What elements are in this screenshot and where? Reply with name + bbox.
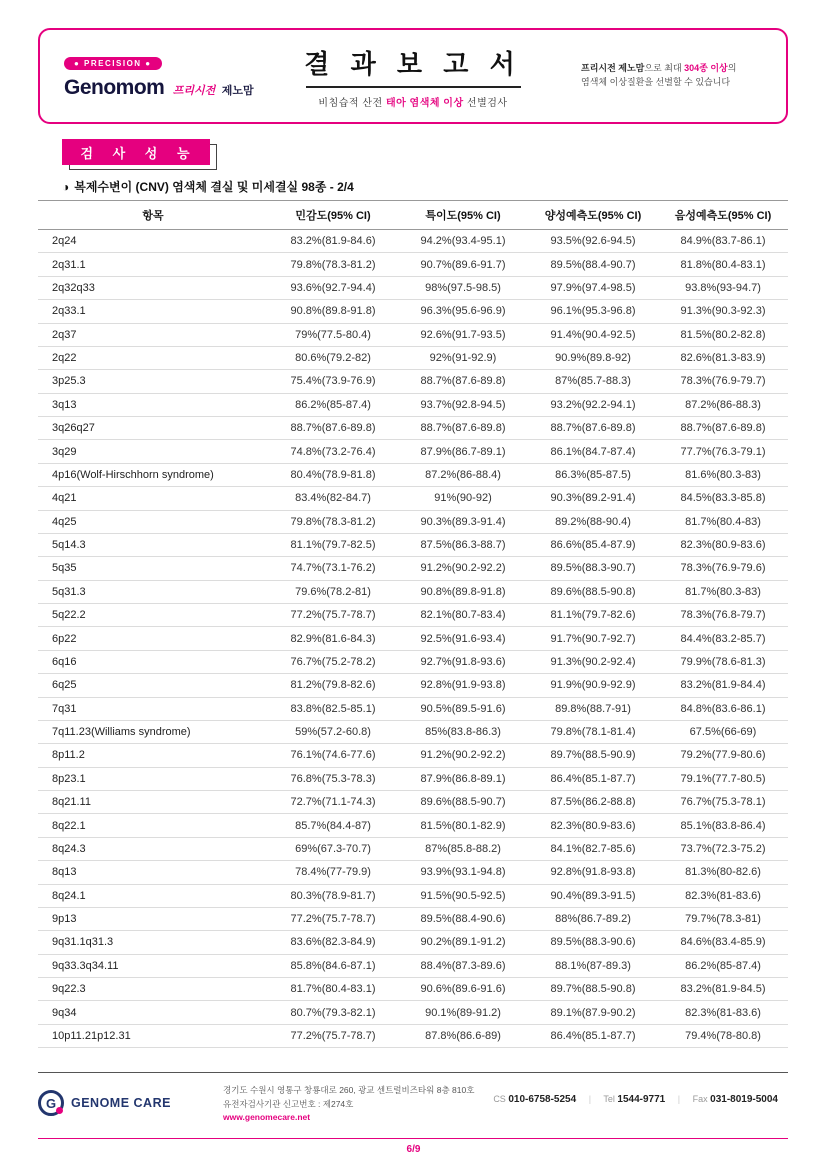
- value-cell: 90.4%(89.3-91.5): [528, 884, 658, 907]
- genomecare-logo-text: GENOME CARE: [71, 1096, 171, 1110]
- value-cell: 87%(85.7-88.3): [528, 370, 658, 393]
- column-header-item: 항목: [38, 201, 268, 230]
- value-cell: 80.6%(79.2-82): [268, 346, 398, 369]
- value-cell: 87.8%(86.6-89): [398, 1024, 528, 1047]
- value-cell: 92.6%(91.7-93.5): [398, 323, 528, 346]
- value-cell: 81.1%(79.7-82.5): [268, 533, 398, 556]
- subtitle-emphasis: 태아 염색체 이상: [385, 97, 464, 109]
- value-cell: 87.5%(86.2-88.8): [528, 791, 658, 814]
- table-row: [38, 791, 788, 814]
- value-cell: 67.5%(66-69): [658, 720, 788, 743]
- half-circle-icon: ◑: [62, 180, 70, 194]
- item-cell: 5q22.2: [38, 604, 268, 627]
- value-cell: 92.8%(91.8-93.8): [528, 861, 658, 884]
- value-cell: 92.7%(91.8-93.6): [398, 650, 528, 673]
- value-cell: 93.5%(92.6-94.5): [528, 230, 658, 253]
- table-row: [38, 487, 788, 510]
- value-cell: 88.7%(87.6-89.8): [398, 417, 528, 440]
- value-cell: 76.1%(74.6-77.6): [268, 744, 398, 767]
- value-cell: 77.7%(76.3-79.1): [658, 440, 788, 463]
- item-cell: 5q35: [38, 557, 268, 580]
- tel-label: Tel: [603, 1094, 615, 1104]
- value-cell: 78.3%(76.9-79.7): [658, 370, 788, 393]
- genomom-logo: [64, 75, 254, 100]
- cs-label: CS: [493, 1094, 506, 1104]
- value-cell: 92%(91-92.9): [398, 346, 528, 369]
- report-title: 결 과 보 고 서: [304, 48, 522, 79]
- value-cell: 83.2%(81.9-84.5): [658, 978, 788, 1001]
- value-cell: 91.3%(90.3-92.3): [658, 300, 788, 323]
- report-header: [38, 28, 788, 124]
- value-cell: 88.7%(87.6-89.8): [528, 417, 658, 440]
- item-cell: 6p22: [38, 627, 268, 650]
- column-header: 민감도(95% CI): [268, 201, 398, 230]
- value-cell: 90.7%(89.6-91.7): [398, 253, 528, 276]
- value-cell: 81.3%(80-82.6): [658, 861, 788, 884]
- item-cell: 5q14.3: [38, 533, 268, 556]
- value-cell: 81.5%(80.1-82.9): [398, 814, 528, 837]
- table-row: [38, 370, 788, 393]
- value-cell: 72.7%(71.1-74.3): [268, 791, 398, 814]
- value-cell: 87.9%(86.8-89.1): [398, 767, 528, 790]
- header-note-line2: 염색체 이상질환을 선별할 수 있습니다: [581, 77, 731, 87]
- value-cell: 91.4%(90.4-92.5): [528, 323, 658, 346]
- item-cell: 9q34: [38, 1001, 268, 1024]
- value-cell: 82.3%(80.9-83.6): [658, 533, 788, 556]
- value-cell: 90.5%(89.5-91.6): [398, 697, 528, 720]
- subtitle-pre: 비침습적 산전: [318, 97, 386, 109]
- column-header: 양성예측도(95% CI): [528, 201, 658, 230]
- item-cell: 9p13: [38, 907, 268, 930]
- table-row: [38, 393, 788, 416]
- value-cell: 91%(90-92): [398, 487, 528, 510]
- value-cell: 78.3%(76.8-79.7): [658, 604, 788, 627]
- value-cell: 87.9%(86.7-89.1): [398, 440, 528, 463]
- value-cell: 93.8%(93-94.7): [658, 276, 788, 299]
- value-cell: 81.1%(79.7-82.6): [528, 604, 658, 627]
- item-cell: 3q29: [38, 440, 268, 463]
- column-header: 음성예측도(95% CI): [658, 201, 788, 230]
- value-cell: 90.2%(89.1-91.2): [398, 931, 528, 954]
- value-cell: 84.8%(83.6-86.1): [658, 697, 788, 720]
- item-cell: 8q22.1: [38, 814, 268, 837]
- value-cell: 80.4%(78.9-81.8): [268, 463, 398, 486]
- value-cell: 81.7%(80.4-83.1): [268, 978, 398, 1001]
- value-cell: 73.7%(72.3-75.2): [658, 837, 788, 860]
- value-cell: 74.7%(73.1-76.2): [268, 557, 398, 580]
- table-row: [38, 1001, 788, 1024]
- note-text1: 으로 최대: [644, 63, 685, 74]
- item-cell: 2q33.1: [38, 300, 268, 323]
- value-cell: 79.8%(78.3-81.2): [268, 510, 398, 533]
- header-note: [581, 62, 786, 90]
- value-cell: 81.5%(80.2-82.8): [658, 323, 788, 346]
- item-cell: 2q32q33: [38, 276, 268, 299]
- tel-number: 1544-9771: [617, 1094, 666, 1105]
- value-cell: 91.3%(90.2-92.4): [528, 650, 658, 673]
- value-cell: 83.2%(81.9-84.6): [268, 230, 398, 253]
- item-cell: 2q22: [38, 346, 268, 369]
- item-cell: 8p23.1: [38, 767, 268, 790]
- value-cell: 86.4%(85.1-87.7): [528, 767, 658, 790]
- value-cell: 86.2%(85-87.4): [268, 393, 398, 416]
- value-cell: 75.4%(73.9-76.9): [268, 370, 398, 393]
- table-caption-text: 복제수변이 (CNV) 염색체 결실 및 미세결실 98종 - 2/4: [74, 180, 354, 194]
- value-cell: 84.4%(83.2-85.7): [658, 627, 788, 650]
- table-row: [38, 1024, 788, 1047]
- genomom-logo-korean-2: 제노맘: [221, 84, 254, 97]
- value-cell: 79.9%(78.6-81.3): [658, 650, 788, 673]
- report-footer: [38, 1084, 788, 1125]
- value-cell: 87.2%(86-88.4): [398, 463, 528, 486]
- title-block: [245, 44, 581, 109]
- value-cell: 89.7%(88.5-90.8): [528, 978, 658, 1001]
- fax-number: 031-8019-5004: [710, 1094, 778, 1105]
- item-cell: 2q24: [38, 230, 268, 253]
- value-cell: 83.4%(82-84.7): [268, 487, 398, 510]
- value-cell: 80.3%(78.9-81.7): [268, 884, 398, 907]
- value-cell: 84.6%(83.4-85.9): [658, 931, 788, 954]
- table-row: [38, 533, 788, 556]
- value-cell: 77.2%(75.7-78.7): [268, 604, 398, 627]
- item-cell: 3q13: [38, 393, 268, 416]
- value-cell: 81.8%(80.4-83.1): [658, 253, 788, 276]
- value-cell: 79.7%(78.3-81): [658, 907, 788, 930]
- table-row: [38, 720, 788, 743]
- value-cell: 82.6%(81.3-83.9): [658, 346, 788, 369]
- value-cell: 90.1%(89-91.2): [398, 1001, 528, 1024]
- item-cell: 3q26q27: [38, 417, 268, 440]
- value-cell: 93.9%(93.1-94.8): [398, 861, 528, 884]
- value-cell: 90.8%(89.8-91.8): [398, 580, 528, 603]
- value-cell: 86.4%(85.1-87.7): [528, 1024, 658, 1047]
- value-cell: 76.8%(75.3-78.3): [268, 767, 398, 790]
- footer-website: www.genomecare.net: [223, 1112, 311, 1123]
- value-cell: 84.9%(83.7-86.1): [658, 230, 788, 253]
- value-cell: 88%(86.7-89.2): [528, 907, 658, 930]
- value-cell: 87.5%(86.3-88.7): [398, 533, 528, 556]
- table-row: [38, 767, 788, 790]
- genomom-logo-korean-1: 프리시전: [172, 84, 216, 97]
- value-cell: 88.1%(87-89.3): [528, 954, 658, 977]
- item-cell: 8q13: [38, 861, 268, 884]
- value-cell: 91.5%(90.5-92.5): [398, 884, 528, 907]
- table-row: [38, 907, 788, 930]
- value-cell: 89.5%(88.4-90.7): [528, 253, 658, 276]
- value-cell: 81.2%(79.8-82.6): [268, 674, 398, 697]
- item-cell: 2q37: [38, 323, 268, 346]
- table-row: [38, 814, 788, 837]
- value-cell: 88.4%(87.3-89.6): [398, 954, 528, 977]
- item-cell: 3p25.3: [38, 370, 268, 393]
- table-row: [38, 230, 788, 253]
- value-cell: 90.9%(89.8-92): [528, 346, 658, 369]
- value-cell: 79.4%(78-80.8): [658, 1024, 788, 1047]
- table-row: [38, 253, 788, 276]
- value-cell: 93.2%(92.2-94.1): [528, 393, 658, 416]
- page-number: 6/9: [406, 1144, 421, 1155]
- title-divider: [306, 86, 521, 88]
- value-cell: 90.6%(89.6-91.6): [398, 978, 528, 1001]
- table-row: [38, 978, 788, 1001]
- value-cell: 86.1%(84.7-87.4): [528, 440, 658, 463]
- value-cell: 85.1%(83.8-86.4): [658, 814, 788, 837]
- contact-separator: |: [677, 1094, 681, 1104]
- value-cell: 89.1%(87.9-90.2): [528, 1001, 658, 1024]
- value-cell: 81.7%(80.4-83): [658, 510, 788, 533]
- value-cell: 85.7%(84.4-87): [268, 814, 398, 837]
- item-cell: 9q33.3q34.11: [38, 954, 268, 977]
- item-cell: 6q25: [38, 674, 268, 697]
- value-cell: 80.7%(79.3-82.1): [268, 1001, 398, 1024]
- value-cell: 78.4%(77-79.9): [268, 861, 398, 884]
- table-row: [38, 931, 788, 954]
- header-note-line1: [581, 62, 766, 76]
- value-cell: 79.1%(77.7-80.5): [658, 767, 788, 790]
- item-cell: 6q16: [38, 650, 268, 673]
- value-cell: 86.6%(85.4-87.9): [528, 533, 658, 556]
- report-subtitle: [245, 94, 581, 109]
- table-row: [38, 884, 788, 907]
- table-row: [38, 861, 788, 884]
- page-number-divider: [38, 1138, 788, 1139]
- value-cell: 82.3%(81-83.6): [658, 1001, 788, 1024]
- value-cell: 91.7%(90.7-92.7): [528, 627, 658, 650]
- value-cell: 79.6%(78.2-81): [268, 580, 398, 603]
- value-cell: 77.2%(75.7-78.7): [268, 1024, 398, 1047]
- value-cell: 88.7%(87.6-89.8): [398, 370, 528, 393]
- section-header: [62, 139, 232, 173]
- value-cell: 74.8%(73.2-76.4): [268, 440, 398, 463]
- value-cell: 97.9%(97.4-98.5): [528, 276, 658, 299]
- note-text2: 의: [727, 63, 737, 74]
- fax-label: Fax: [692, 1094, 708, 1104]
- value-cell: 86.3%(85-87.5): [528, 463, 658, 486]
- value-cell: 89.5%(88.4-90.6): [398, 907, 528, 930]
- table-row: [38, 837, 788, 860]
- genomecare-logo: [38, 1084, 223, 1116]
- table-row: [38, 417, 788, 440]
- value-cell: 83.2%(81.9-84.4): [658, 674, 788, 697]
- footer-contact: [493, 1084, 788, 1105]
- value-cell: 91.2%(90.2-92.2): [398, 557, 528, 580]
- value-cell: 88.7%(87.6-89.8): [658, 417, 788, 440]
- item-cell: 8q21.11: [38, 791, 268, 814]
- value-cell: 79.2%(77.9-80.6): [658, 744, 788, 767]
- value-cell: 85%(83.8-86.3): [398, 720, 528, 743]
- value-cell: 91.9%(90.9-92.9): [528, 674, 658, 697]
- table-row: [38, 604, 788, 627]
- brand-block: [40, 53, 254, 100]
- value-cell: 91.2%(90.2-92.2): [398, 744, 528, 767]
- value-cell: 98%(97.5-98.5): [398, 276, 528, 299]
- value-cell: 81.7%(80.3-83): [658, 580, 788, 603]
- value-cell: 90.3%(89.2-91.4): [528, 487, 658, 510]
- item-cell: 9q31.1q31.3: [38, 931, 268, 954]
- table-row: [38, 323, 788, 346]
- value-cell: 85.8%(84.6-87.1): [268, 954, 398, 977]
- value-cell: 77.2%(75.7-78.7): [268, 907, 398, 930]
- value-cell: 84.5%(83.3-85.8): [658, 487, 788, 510]
- value-cell: 96.3%(95.6-96.9): [398, 300, 528, 323]
- value-cell: 92.8%(91.9-93.8): [398, 674, 528, 697]
- table-row: [38, 346, 788, 369]
- item-cell: 7q31: [38, 697, 268, 720]
- item-cell: 5q31.3: [38, 580, 268, 603]
- value-cell: 82.3%(80.9-83.6): [528, 814, 658, 837]
- table-row: [38, 510, 788, 533]
- table-row: [38, 954, 788, 977]
- value-cell: 79.8%(78.3-81.2): [268, 253, 398, 276]
- value-cell: 89.6%(88.5-90.8): [528, 580, 658, 603]
- genomecare-logo-mark: G: [38, 1090, 64, 1116]
- item-cell: 2q31.1: [38, 253, 268, 276]
- value-cell: 89.6%(88.5-90.7): [398, 791, 528, 814]
- genomom-logo-text: Genomom: [64, 75, 165, 99]
- item-cell: 4q25: [38, 510, 268, 533]
- item-cell: 9q22.3: [38, 978, 268, 1001]
- address-line2: 유전자검사기관 신고번호 : 제274호: [223, 1098, 354, 1109]
- value-cell: 90.3%(89.3-91.4): [398, 510, 528, 533]
- cs-number: 010-6758-5254: [508, 1094, 577, 1105]
- value-cell: 93.7%(92.8-94.5): [398, 393, 528, 416]
- value-cell: 82.3%(81-83.6): [658, 884, 788, 907]
- value-cell: 82.9%(81.6-84.3): [268, 627, 398, 650]
- value-cell: 59%(57.2-60.8): [268, 720, 398, 743]
- subtitle-post: 선별검사: [463, 97, 508, 109]
- value-cell: 89.2%(88-90.4): [528, 510, 658, 533]
- table-row: [38, 674, 788, 697]
- table-header-row: [38, 201, 788, 230]
- table-row: [38, 463, 788, 486]
- item-cell: 10p11.21p12.31: [38, 1024, 268, 1047]
- table-row: [38, 300, 788, 323]
- value-cell: 79.8%(78.1-81.4): [528, 720, 658, 743]
- item-cell: 4p16(Wolf-Hirschhorn syndrome): [38, 463, 268, 486]
- value-cell: 89.5%(88.3-90.7): [528, 557, 658, 580]
- table-row: [38, 697, 788, 720]
- column-header: 특이도(95% CI): [398, 201, 528, 230]
- value-cell: 78.3%(76.9-79.6): [658, 557, 788, 580]
- footer-divider: [38, 1072, 788, 1073]
- footer-address: [223, 1084, 474, 1125]
- table-row: [38, 276, 788, 299]
- value-cell: 87%(85.8-88.2): [398, 837, 528, 860]
- table-body: [38, 230, 788, 1048]
- value-cell: 69%(67.3-70.7): [268, 837, 398, 860]
- value-cell: 83.6%(82.3-84.9): [268, 931, 398, 954]
- item-cell: 8q24.1: [38, 884, 268, 907]
- value-cell: 76.7%(75.3-78.1): [658, 791, 788, 814]
- table-row: [38, 440, 788, 463]
- contact-separator: |: [588, 1094, 592, 1104]
- value-cell: 89.5%(88.3-90.6): [528, 931, 658, 954]
- note-emphasis: 304종 이상: [684, 63, 728, 74]
- table-row: [38, 744, 788, 767]
- table-row: [38, 557, 788, 580]
- value-cell: 81.6%(80.3-83): [658, 463, 788, 486]
- table-row: [38, 580, 788, 603]
- item-cell: 7q11.23(Williams syndrome): [38, 720, 268, 743]
- value-cell: 82.1%(80.7-83.4): [398, 604, 528, 627]
- item-cell: 4q21: [38, 487, 268, 510]
- value-cell: 90.8%(89.8-91.8): [268, 300, 398, 323]
- value-cell: 89.8%(88.7-91): [528, 697, 658, 720]
- table-row: [38, 650, 788, 673]
- value-cell: 84.1%(82.7-85.6): [528, 837, 658, 860]
- value-cell: 89.7%(88.5-90.9): [528, 744, 658, 767]
- value-cell: 92.5%(91.6-93.4): [398, 627, 528, 650]
- value-cell: 94.2%(93.4-95.1): [398, 230, 528, 253]
- performance-table: [38, 200, 788, 1048]
- value-cell: 88.7%(87.6-89.8): [268, 417, 398, 440]
- value-cell: 96.1%(95.3-96.8): [528, 300, 658, 323]
- value-cell: 76.7%(75.2-78.2): [268, 650, 398, 673]
- value-cell: 86.2%(85-87.4): [658, 954, 788, 977]
- value-cell: 93.6%(92.7-94.4): [268, 276, 398, 299]
- precision-badge: ● PRECISION ●: [64, 57, 162, 70]
- section-title: 검 사 성 능: [62, 139, 210, 165]
- table-row: [38, 627, 788, 650]
- value-cell: 83.8%(82.5-85.1): [268, 697, 398, 720]
- item-cell: 8q24.3: [38, 837, 268, 860]
- item-cell: 8p11.2: [38, 744, 268, 767]
- address-line1: 경기도 수원시 영통구 창룡대로 260, 광교 센트럴비즈타워 8층 810호: [223, 1085, 475, 1095]
- note-bold: 프리시전 제노맘: [581, 63, 645, 74]
- value-cell: 79%(77.5-80.4): [268, 323, 398, 346]
- table-caption: [62, 178, 354, 195]
- value-cell: 87.2%(86-88.3): [658, 393, 788, 416]
